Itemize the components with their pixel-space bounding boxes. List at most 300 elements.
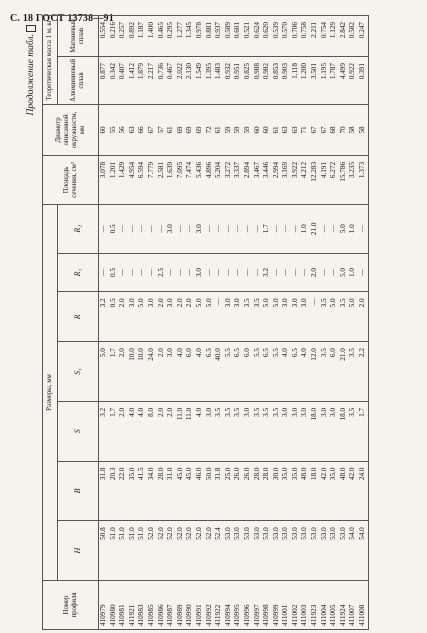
table-cell: 51.0 [109,521,119,581]
table-cell: 1.277 [176,16,186,57]
table-row [185,16,195,630]
page-header: С. 18 ГОСТ 13738—91 [10,13,114,24]
table-cell: 6.0 [185,342,195,402]
table-cell: 52.0 [205,521,215,581]
table-cell: 55 [109,104,119,155]
table-cell: 51.0 [137,521,147,581]
table-cell: 0.589 [224,16,234,57]
table-cell: 2.0 [118,292,128,342]
table-cell: 2.894 [243,155,253,204]
table-cell: 3.169 [281,155,291,204]
table-cell: — [147,204,157,253]
table-cell: 53.0 [339,521,349,581]
table-cell: 3.5 [339,292,349,342]
table-cell: — [185,253,195,292]
header-theoretical-mass: Теоретическая масса 1 м, кг [43,16,58,105]
table-cell: — [214,253,224,292]
table-row [233,16,243,630]
table-cell: 3.078 [99,155,109,204]
table-cell: 5.204 [214,155,224,204]
table-cell: — [320,204,330,253]
table-cell: 1.7 [262,204,272,253]
table-cell: 3.0 [195,204,205,253]
table-cell: 28.0 [157,461,167,521]
table-cell: — [205,253,215,292]
table-cell: 69 [185,104,195,155]
table-cell: 410992 [205,581,215,630]
table-cell: 0.257 [118,16,128,57]
table-cell: — [272,204,282,253]
table-row [320,16,330,630]
table-cell: 3.0 [166,342,176,402]
table-cell: 10.0 [128,342,138,402]
table-cell: 3.5 [253,292,263,342]
table-cell: 0.853 [272,57,282,105]
table-cell: 69 [195,104,205,155]
table-cell: 2.211 [310,16,320,57]
table-cell: 1.345 [185,16,195,57]
table-cell: — [358,253,368,292]
table-cell: 22.0 [118,461,128,521]
table-cell: — [185,204,195,253]
table-cell: 0.903 [281,57,291,105]
table-cell: 52.0 [166,521,176,581]
header-S: S [58,401,99,461]
table-cell: 53.0 [310,521,320,581]
table-cell: 0.342 [109,57,119,105]
table-cell: 60 [262,104,272,155]
table-cell: 3.5 [243,292,253,342]
table-cell: 48.0 [300,461,310,521]
table-cell: 72 [205,104,215,155]
table-cell: 53.0 [291,521,301,581]
table-cell: 1.483 [214,57,224,105]
table-cell: 1.429 [118,155,128,204]
table-row [348,16,358,630]
table-cell: 6.5 [205,342,215,402]
table-row [128,16,138,630]
table-cell: — [233,253,243,292]
table-cell: 410998 [262,581,272,630]
table-cell: 0.620 [262,16,272,57]
table-cell: 61 [214,104,224,155]
table-cell: 5.0 [195,292,205,342]
table-cell: 2.0 [166,401,176,461]
table-cell: — [358,204,368,253]
table-cell: 410980 [109,581,119,630]
table-cell: 3.0 [329,401,339,461]
table-cell: — [300,253,310,292]
table-row [118,16,128,630]
table-cell: — [128,253,138,292]
table-cell: 28.0 [253,461,263,521]
header-profile-number: Номер профиля [43,581,99,630]
table-cell: 11.0 [176,401,186,461]
table-cell: 54.0 [348,521,358,581]
table-cell: 0.982 [262,57,272,105]
table-cell: — [310,292,320,342]
rotated-table-area [18,15,418,630]
table-cell: 411008 [358,581,368,630]
table-cell: 2.0 [157,401,167,461]
table-row [157,16,167,630]
table-cell: 3.0 [281,292,291,342]
table-cell: 4.0 [128,401,138,461]
table-cell: 53.0 [253,521,263,581]
table-cell: 2.842 [339,16,349,57]
table-cell: 5.0 [339,253,349,292]
table-cell: 31.0 [166,461,176,521]
table-row [205,16,215,630]
table-cell: 50.0 [205,461,215,521]
table-cell: 3.5 [224,401,234,461]
header-H: H [58,521,99,581]
table-cell: 3.2 [99,292,109,342]
table-cell: 61 [166,104,176,155]
table-cell: 0.5 [109,253,119,292]
table-cell: 3.0 [224,292,234,342]
table-row [147,16,157,630]
table-cell: 4.0 [195,401,205,461]
table-cell: 6.0 [243,342,253,402]
table-cell: 0.465 [157,16,167,57]
table-cell: 60 [253,104,263,155]
table-cell: 53.0 [243,521,253,581]
table-cell: — [291,253,301,292]
table-cell: 21.0 [310,204,320,253]
table-cell: 7.474 [185,155,195,204]
table-cell: 5.0 [99,342,109,402]
table-cell: — [128,204,138,253]
table-cell: 0.951 [233,57,243,105]
table-cell: 53.0 [262,521,272,581]
table-cell: 0.467 [166,57,176,105]
table-cell: 53.0 [320,521,330,581]
table-cell: 1.0 [348,204,358,253]
table-cell: 2.0 [185,292,195,342]
table-row [99,16,109,630]
table-cell: 3.5 [348,401,358,461]
table-cell: 0.758 [300,16,310,57]
table-cell: 6.272 [329,155,339,204]
table-cell: 3.0 [128,292,138,342]
table-cell: — [329,204,339,253]
table-cell: 15.786 [339,155,349,204]
table-cell: 26.0 [233,461,243,521]
table-cell: 53.0 [233,521,243,581]
table-cell: 50.8 [99,521,109,581]
table-cell: 410997 [253,581,263,630]
table-row [329,16,339,630]
table-cell: 0.825 [243,57,253,105]
table-cell: 59 [224,104,234,155]
profiles-table [42,15,369,630]
table-cell: 4.0 [281,342,291,402]
table-cell: 58 [358,104,368,155]
table-row [272,16,282,630]
continuation-label: Продолжение табл. [26,25,36,115]
header-aluminum: Алюминиевый сплав [58,57,99,105]
table-cell: 3.0 [205,401,215,461]
table-cell: 3.0 [195,253,205,292]
table-cell: 5.0 [205,292,215,342]
table-cell: 2.0 [358,292,368,342]
table-cell: 410995 [233,581,243,630]
table-cell: 0.570 [281,16,291,57]
table-cell: 8.0 [147,401,157,461]
table-cell: 1.639 [166,155,176,204]
table-cell: 4.896 [205,155,215,204]
table-row [291,16,301,630]
table-cell: — [253,204,263,253]
header-B: B [58,461,99,521]
table-cell: 59 [243,104,253,155]
table-cell: 3.5 [320,292,330,342]
table-cell: 3.5 [262,401,272,461]
table-cell: — [118,204,128,253]
table-cell: 0.247 [358,16,368,57]
table-cell: — [281,253,291,292]
table-cell: 3.0 [166,204,176,253]
table-cell: 1.7 [109,401,119,461]
table-cell: 5.0 [339,204,349,253]
table-row [195,16,205,630]
table-row [358,16,368,630]
table-cell: 35.0 [281,461,291,521]
table-cell: 1.395 [205,57,215,105]
table-cell: — [272,253,282,292]
table-cell: 3.0 [291,292,301,342]
table-cell: 0.521 [243,16,253,57]
header-dimensions: Размеры, мм [43,204,58,580]
table-cell: 24.0 [358,461,368,521]
table-cell: 3.0 [281,401,291,461]
table-cell: 1.7 [109,342,119,402]
table-cell: 52.0 [185,521,195,581]
table-cell: 70 [339,104,349,155]
table-cell: 410999 [272,581,282,630]
table-row [253,16,263,630]
table-cell: 0.754 [320,16,330,57]
table-cell: 35.0 [329,461,339,521]
table-cell: 3.0 [166,292,176,342]
header-circle-diameter: Диаметр описанной окружности, мм [43,104,99,155]
table-cell: 0.624 [253,16,263,57]
table-cell: 3.0 [291,401,301,461]
table-cell: 411923 [310,581,320,630]
table-cell: 0.216 [109,16,119,57]
table-cell: 5.0 [137,292,147,342]
header-R2: R₂ [58,204,99,253]
table-cell: 52.0 [147,521,157,581]
table-cell: 410986 [157,581,167,630]
table-cell: 4.212 [300,155,310,204]
table-cell: — [224,253,234,292]
table-cell: 63 [128,104,138,155]
table-body [99,16,369,630]
table-cell: 63 [281,104,291,155]
table-row [224,16,234,630]
table-cell: 67 [320,104,330,155]
table-cell: 2.0 [118,401,128,461]
table-cell: — [137,253,147,292]
table-cell: 3.0 [320,401,330,461]
table-cell: 410983 [137,581,147,630]
table-cell: — [224,204,234,253]
table-cell: 4.0 [195,342,205,402]
table-cell: 2.2 [358,342,368,402]
table-cell: 410985 [147,581,157,630]
table-row [166,16,176,630]
table-cell: 67 [147,104,157,155]
table-cell: 1.412 [128,57,138,105]
table-row [214,16,224,630]
table-cell: 5.0 [348,292,358,342]
table-cell: 0.295 [166,16,176,57]
table-cell: 6.594 [137,155,147,204]
table-cell: 1.400 [147,16,157,57]
table-cell: — [205,204,215,253]
table-cell: 1.118 [291,57,301,105]
table-cell: 3.5 [214,401,224,461]
table-cell: 0.881 [205,16,215,57]
table-cell: 31.8 [99,461,109,521]
table-cell: 1.787 [329,57,339,105]
table-cell: 3.0 [147,292,157,342]
table-cell: 52.4 [214,521,224,581]
table-cell: 6.5 [233,342,243,402]
table-cell: 410996 [243,581,253,630]
table-cell: — [253,253,263,292]
table-cell: 1.201 [109,155,119,204]
table-cell: 411002 [291,581,301,630]
table-cell: — [243,204,253,253]
table-cell: 12.0 [310,342,320,402]
table-cell: — [329,253,339,292]
table-cell: 5.5 [224,342,234,402]
table-cell: 41.5 [137,461,147,521]
table-cell: — [176,253,186,292]
table-cell: 34.0 [147,461,157,521]
table-cell: 5.0 [272,292,282,342]
table-cell: 7.095 [176,155,186,204]
table-cell: 3.272 [224,155,234,204]
table-cell: 0.5 [109,204,119,253]
table-row [339,16,349,630]
table-cell: 53.0 [300,521,310,581]
table-cell: 57 [157,104,167,155]
table-cell: 58 [348,104,358,155]
table-cell: 3.2 [262,253,272,292]
table-cell: 42.0 [320,461,330,521]
table-cell: 4.0 [176,342,186,402]
header-S1: S₁ [58,342,99,402]
table-cell: — [320,253,330,292]
table-cell: 0.391 [358,57,368,105]
table-cell: 4.0 [137,401,147,461]
table-cell: 28.0 [262,461,272,521]
table-cell: 5.0 [329,292,339,342]
table-cell: 2.0 [310,253,320,292]
table-cell: 2.130 [185,57,195,105]
table-cell: 410990 [185,581,195,630]
table-cell: 25.0 [224,461,234,521]
table-cell: 20.3 [109,461,119,521]
table-cell: 3.446 [262,155,272,204]
table-cell: 53.0 [281,521,291,581]
table-cell: 410994 [224,581,234,630]
table-cell: 2.581 [157,155,167,204]
table-cell: 2.994 [272,155,282,204]
table-cell: 0.736 [157,57,167,105]
table-cell: 410979 [99,581,109,630]
table-cell: 410989 [176,581,186,630]
table-cell: 3.5 [233,401,243,461]
table-cell: 67 [310,104,320,155]
table-cell: 2.0 [157,342,167,402]
table-cell: 40.0 [214,342,224,402]
table-cell: 3.2 [99,401,109,461]
table-cell: 0.539 [272,16,282,57]
table-cell: 0.706 [291,16,301,57]
table-cell: 410981 [118,581,128,630]
table-cell: — [281,204,291,253]
table-cell: 56 [118,104,128,155]
table-cell: 3.5 [253,401,263,461]
table-cell: 4.0 [300,342,310,402]
table-cell: 1.129 [329,16,339,57]
table-cell: 60 [99,104,109,155]
table-cell: 6.5 [262,342,272,402]
table-cell: 2.0 [118,342,128,402]
table-cell: 3.922 [291,155,301,204]
table-cell: — [233,204,243,253]
table-cell: — [99,204,109,253]
table-cell: 10.0 [137,342,147,402]
table-cell: 51.0 [118,521,128,581]
table-cell: 1.549 [195,57,205,105]
table-cell: 5.0 [262,292,272,342]
table-cell: 1.200 [300,57,310,105]
table-cell: 0.978 [195,16,205,57]
table-cell: 1.0 [300,204,310,253]
table-cell: 3.337 [233,155,243,204]
table-cell: — [99,253,109,292]
table-cell: 1.373 [358,155,368,204]
table-row [243,16,253,630]
table-cell: — [214,292,224,342]
table-row [109,16,119,630]
table-cell: — [118,253,128,292]
table-cell: 1.187 [137,16,147,57]
table-cell: 59 [233,104,243,155]
table-cell: — [243,253,253,292]
table-cell: 53.0 [329,521,339,581]
table-cell: 1.0 [348,253,358,292]
table-row [262,16,272,630]
table-cell: 410987 [166,581,176,630]
table-row [176,16,186,630]
table-cell: 4.191 [320,155,330,204]
header-area: Площадь сечения, см² [43,155,99,204]
table-cell: 411007 [348,581,358,630]
table-cell: 3.0 [300,292,310,342]
table-cell: 24.0 [147,342,157,402]
table-cell: 12.283 [310,155,320,204]
table-cell: 0.582 [348,16,358,57]
table-cell: 0.407 [118,57,128,105]
table-cell: 42.0 [348,461,358,521]
